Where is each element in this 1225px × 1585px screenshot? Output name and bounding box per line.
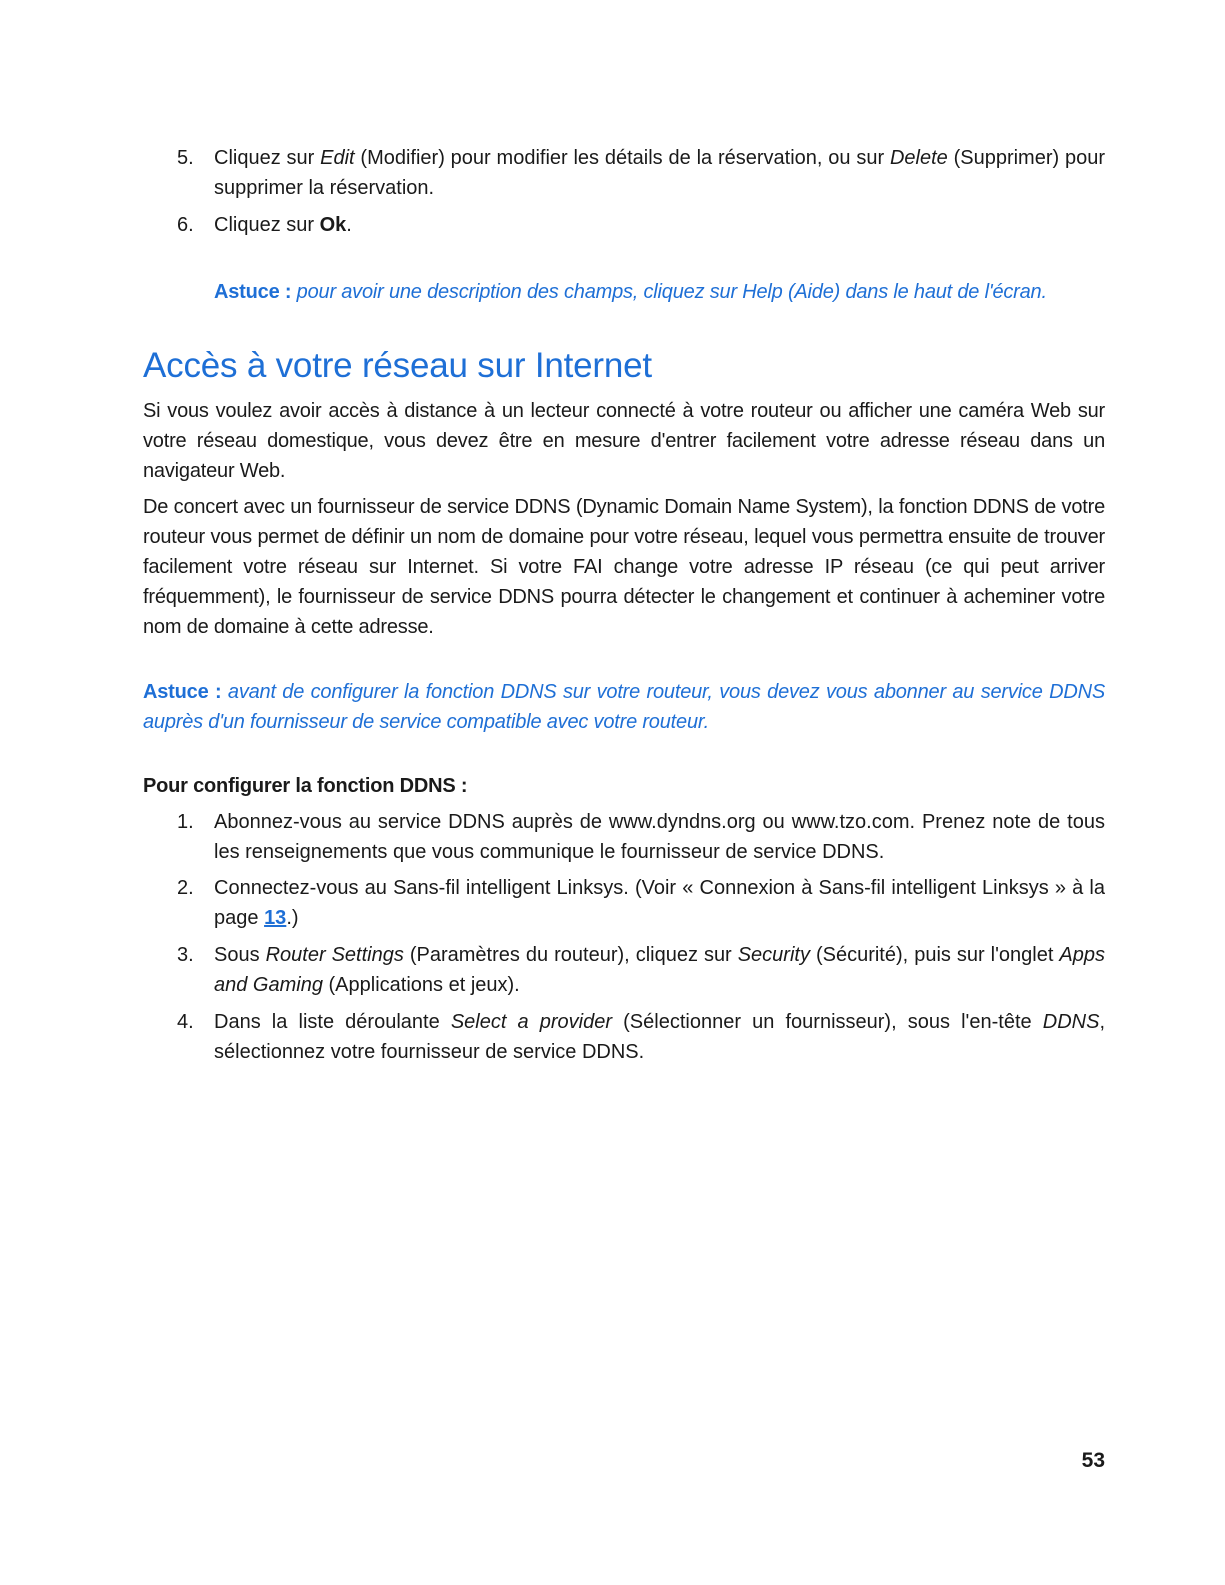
step-number: 3. (177, 944, 194, 966)
step-text-part: (Modifier) pour modifier les détails de la réservation, ou sur (354, 147, 890, 169)
step-number: 5. (177, 147, 194, 169)
security-term: Security (737, 944, 810, 966)
edit-term: Edit (320, 147, 355, 169)
step-text-part: Connectez-vous au Sans-fil intelligent Linksys. (Voir « Connexion à Sans-fil intelligent Linksys » à la page (214, 877, 1105, 929)
ddns-term: DDNS (1042, 1011, 1100, 1033)
step-text (214, 941, 1105, 1000)
ok-term: Ok (319, 214, 347, 236)
step-text: Abonnez-vous au service DDNS auprès de www.dyndns.org ou www.tzo.com. Prenez note de tous les renseignements que vous communique le fournisseur de service DDNS. (214, 811, 1105, 863)
step-text-part: , sélectionnez votre fournisseur de service DDNS. (214, 1011, 1105, 1063)
step-text (214, 144, 1105, 203)
tip-label: Astuce : (143, 681, 222, 703)
step-number: 1. (177, 811, 194, 833)
tip-text: pour avoir une description des champs, cliquez sur Help (Aide) dans le haut de l'écran. (291, 281, 1047, 303)
step-text-part: . (346, 214, 352, 236)
ddns-paragraph: De concert avec un fournisseur de service DDNS (Dynamic Domain Name System), la fonction DDNS de votre routeur vous permet de définir un nom de domaine pour votre réseau, lequel vous permettra ensuite de trouver facilement votre réseau sur Internet. Si votre FAI change votre adresse IP réseau (ce qui peut arriver fréquemment), le fournisseur de service DDNS pourra détecter le changement et continuer à acheminer votre nom de domaine à cette adresse. (143, 496, 1105, 638)
procedure-title: Pour configurer la fonction DDNS : (143, 775, 468, 797)
step-number: 6. (177, 214, 194, 236)
step-5 (143, 144, 1105, 203)
intro-paragraph: Si vous voulez avoir accès à distance à un lecteur connecté à votre routeur ou afficher une caméra Web sur votre réseau domestique, vous devez être en mesure d'entrer facilement votre adresse réseau dans un navigateur Web. (143, 400, 1105, 482)
step-3 (143, 941, 1105, 1000)
step-6 (143, 211, 1105, 241)
delete-term: Delete (889, 147, 948, 169)
step-text (214, 1008, 1105, 1067)
step-1 (143, 808, 1105, 867)
step-text-part: (Paramètres du routeur), cliquez sur (403, 944, 738, 966)
page-link-13[interactable]: 13 (264, 906, 287, 929)
step-text-part: (Applications et jeux). (322, 973, 520, 996)
step-text-part: (Sécurité), puis sur l'onglet (809, 944, 1060, 966)
step-text (214, 874, 1105, 933)
step-text-part: (Supprimer) pour supprimer la réservation. (214, 147, 1105, 199)
step-text-part: .) (286, 906, 299, 929)
step-2 (143, 874, 1105, 933)
step-text-part: (Sélectionner un fournisseur), sous l'en-tête (612, 1011, 1043, 1033)
step-text-part: Dans la liste déroulante (214, 1011, 451, 1033)
apps-gaming-term: Apps and Gaming (214, 944, 1105, 996)
step-text (214, 211, 1105, 241)
step-text-part: Cliquez sur (214, 147, 321, 169)
step-4 (143, 1008, 1105, 1067)
tip-label: Astuce : (214, 281, 292, 303)
tip-ddns (143, 677, 1105, 737)
select-provider-term: Select a provider (450, 1011, 613, 1033)
page-number: 53 (1081, 1449, 1105, 1472)
step-text-part: Cliquez sur (214, 214, 320, 236)
router-settings-term: Router Settings (265, 944, 404, 966)
tip-text: avant de configurer la fonction DDNS sur votre routeur, vous devez vous abonner au service DDNS auprès d'un fournisseur de service compatible avec votre routeur. (143, 681, 1105, 733)
section-heading: Accès à votre réseau sur Internet (143, 346, 652, 385)
tip-help (214, 277, 1105, 307)
step-number: 2. (177, 877, 194, 899)
step-number: 4. (177, 1011, 194, 1033)
step-text-part: Sous (214, 944, 266, 966)
